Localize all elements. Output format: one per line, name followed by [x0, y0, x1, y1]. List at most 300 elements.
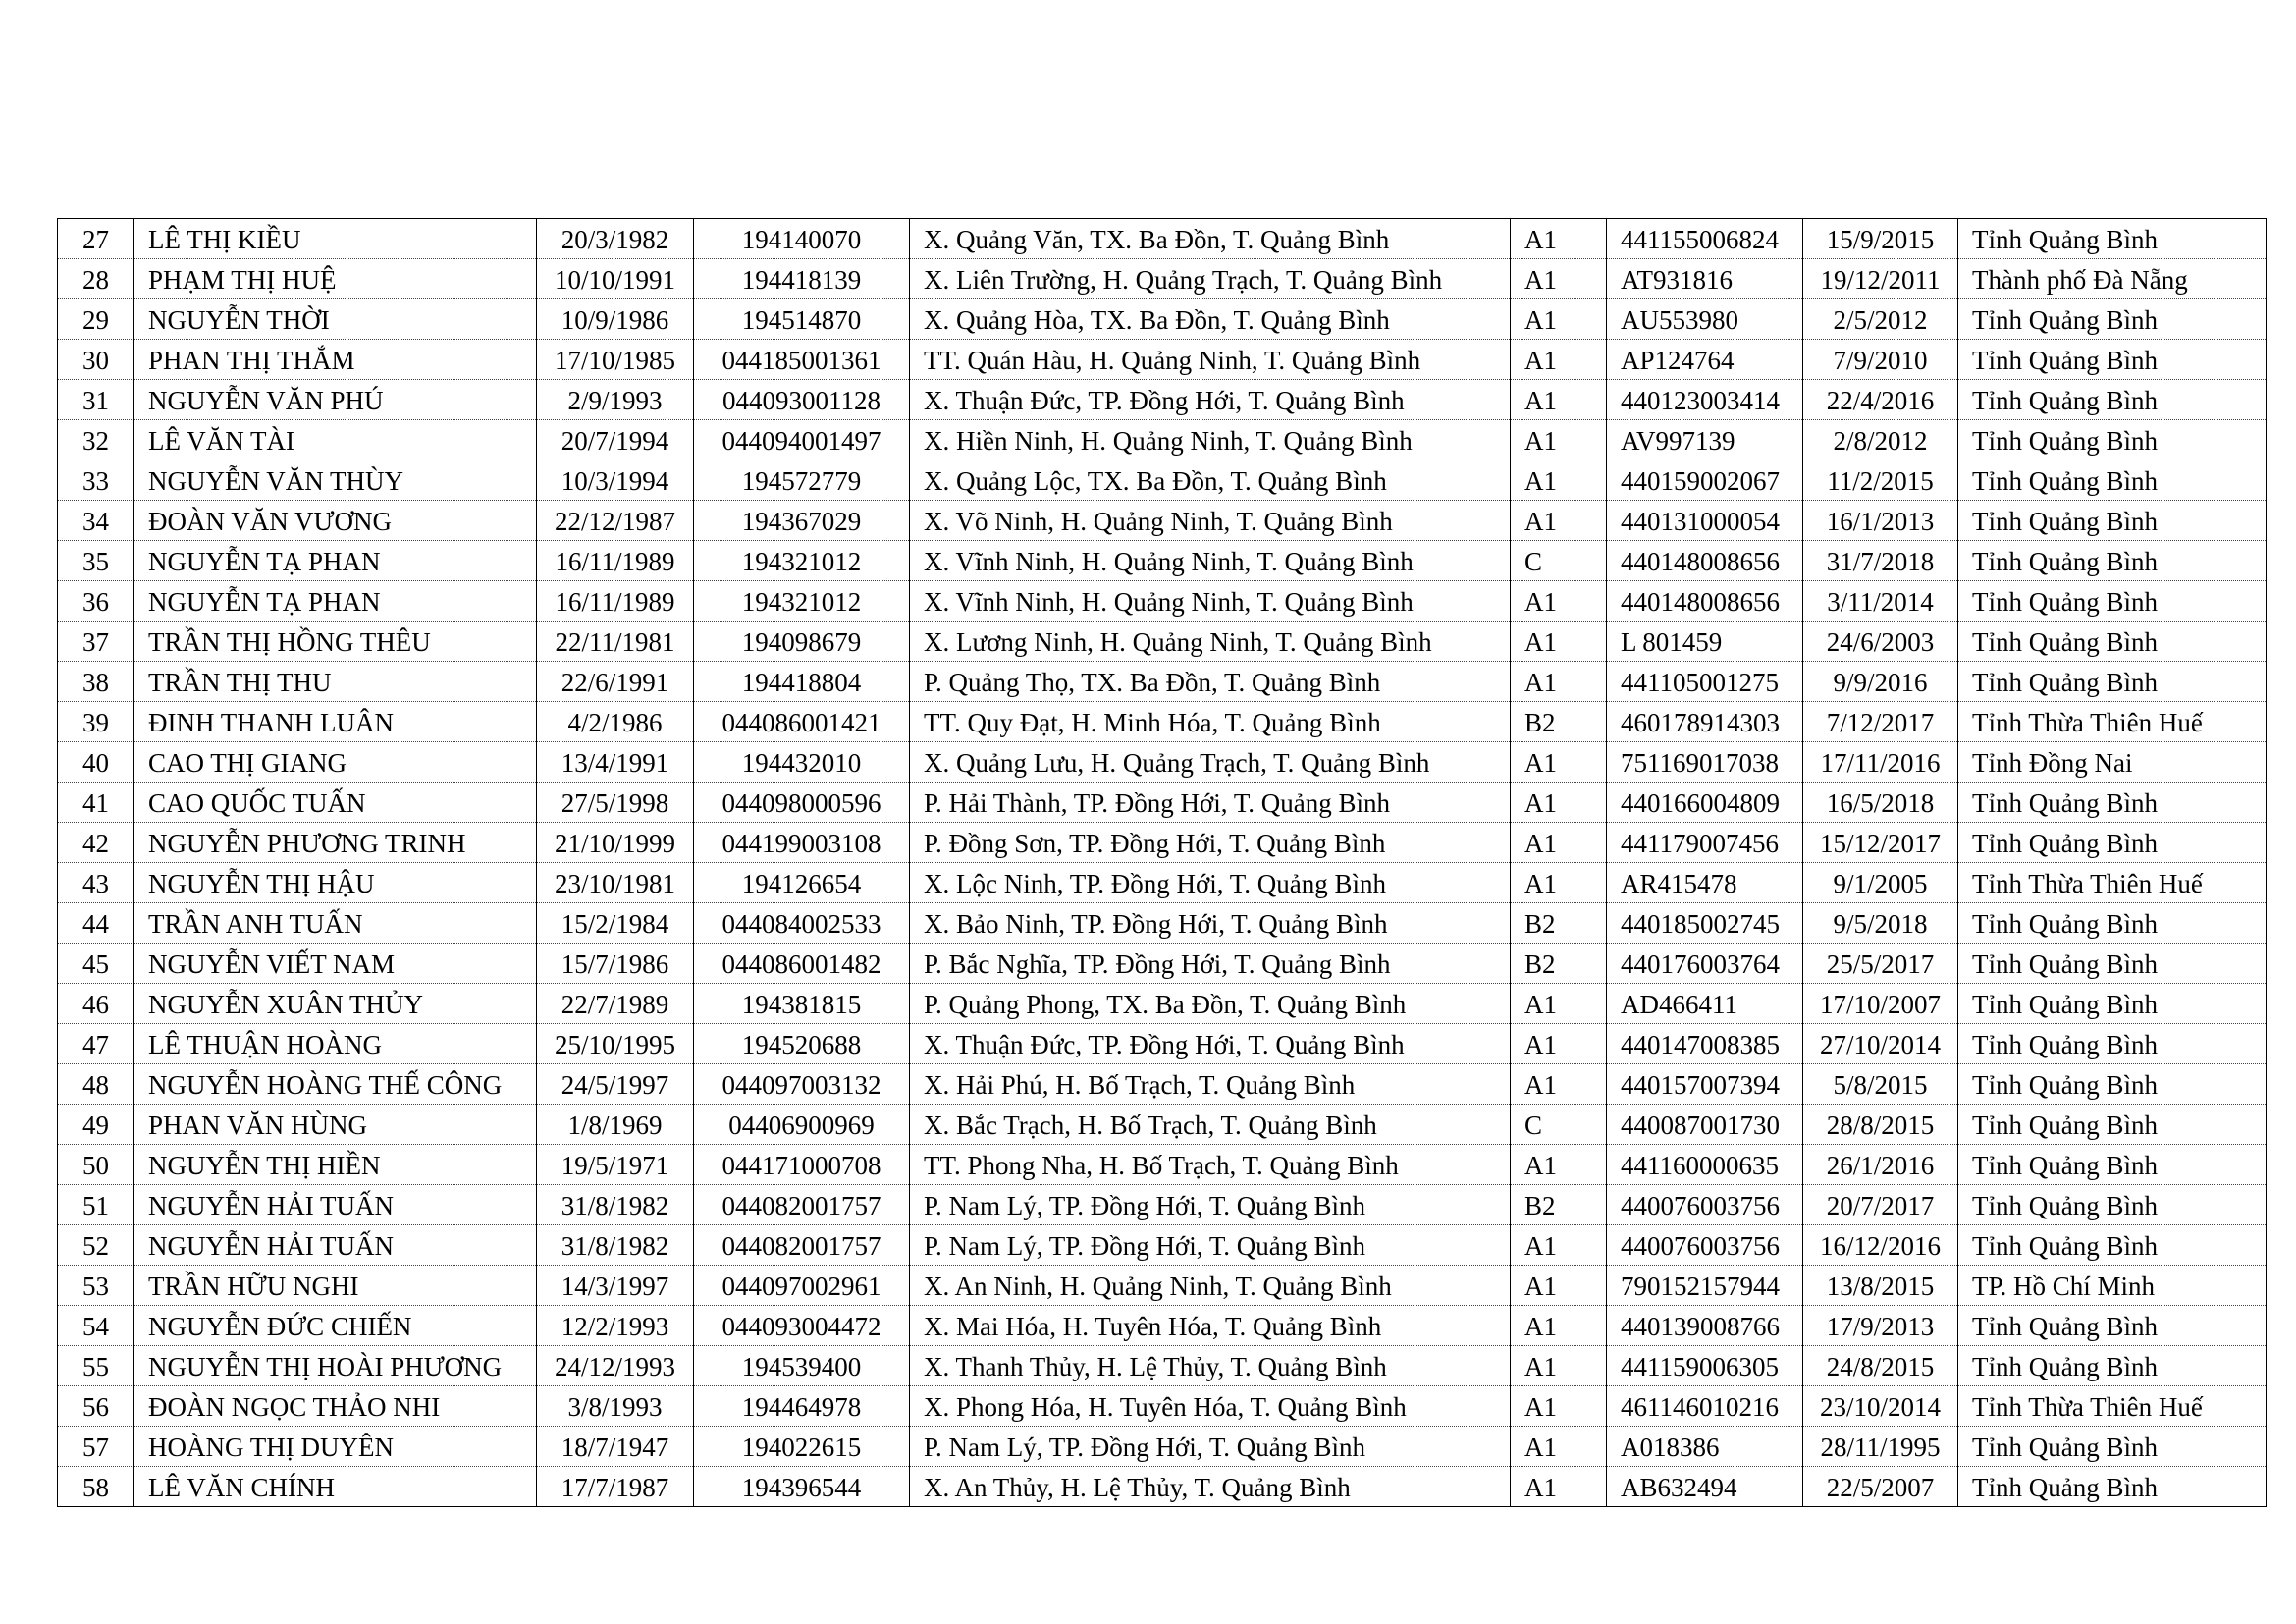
address-cell: TT. Quán Hàu, H. Quảng Ninh, T. Quảng Bình	[910, 340, 1511, 380]
address-cell: X. Vĩnh Ninh, H. Quảng Ninh, T. Quảng Bình	[910, 581, 1511, 622]
full-name-cell: NGUYỄN HẢI TUẤN	[134, 1185, 537, 1225]
issue-date-cell: 17/9/2013	[1803, 1306, 1958, 1346]
address-cell: X. Bắc Trạch, H. Bố Trạch, T. Quảng Bình	[910, 1105, 1511, 1145]
license-number-cell: A018386	[1607, 1427, 1803, 1467]
address-cell: TT. Phong Nha, H. Bố Trạch, T. Quảng Bình	[910, 1145, 1511, 1185]
table-row	[58, 299, 2267, 340]
license-number-cell: 441160000635	[1607, 1145, 1803, 1185]
id-number-cell: 044171000708	[694, 1145, 910, 1185]
full-name-cell: TRẦN ANH TUẤN	[134, 903, 537, 944]
row-number-cell: 33	[58, 460, 134, 501]
row-number-cell: 58	[58, 1467, 134, 1507]
full-name-cell: PHAN VĂN HÙNG	[134, 1105, 537, 1145]
issue-place-cell: Thành phố Đà Nẵng	[1958, 259, 2267, 299]
license-number-cell: 790152157944	[1607, 1266, 1803, 1306]
license-number-cell: AT931816	[1607, 259, 1803, 299]
full-name-cell: LÊ THUẬN HOÀNG	[134, 1024, 537, 1064]
date-of-birth-cell: 12/2/1993	[537, 1306, 694, 1346]
date-of-birth-cell: 10/3/1994	[537, 460, 694, 501]
issue-date-cell: 22/5/2007	[1803, 1467, 1958, 1507]
table-row	[58, 380, 2267, 420]
address-cell: P. Nam Lý, TP. Đồng Hới, T. Quảng Bình	[910, 1225, 1511, 1266]
issue-place-cell: Tỉnh Quảng Bình	[1958, 622, 2267, 662]
issue-date-cell: 11/2/2015	[1803, 460, 1958, 501]
table-row	[58, 944, 2267, 984]
issue-date-cell: 25/5/2017	[1803, 944, 1958, 984]
license-class-cell: A1	[1511, 1225, 1607, 1266]
address-cell: X. Phong Hóa, H. Tuyên Hóa, T. Quảng Bình	[910, 1386, 1511, 1427]
license-class-cell: B2	[1511, 903, 1607, 944]
date-of-birth-cell: 16/11/1989	[537, 581, 694, 622]
license-class-cell: A1	[1511, 783, 1607, 823]
issue-date-cell: 15/12/2017	[1803, 823, 1958, 863]
full-name-cell: LÊ VĂN CHÍNH	[134, 1467, 537, 1507]
id-number-cell: 044084002533	[694, 903, 910, 944]
issue-place-cell: Tỉnh Quảng Bình	[1958, 1024, 2267, 1064]
license-class-cell: A1	[1511, 1427, 1607, 1467]
id-number-cell: 194126654	[694, 863, 910, 903]
id-number-cell: 194514870	[694, 299, 910, 340]
row-number-cell: 31	[58, 380, 134, 420]
issue-place-cell: Tỉnh Quảng Bình	[1958, 219, 2267, 259]
id-number-cell: 044094001497	[694, 420, 910, 460]
id-number-cell: 044093001128	[694, 380, 910, 420]
license-class-cell: A1	[1511, 1024, 1607, 1064]
full-name-cell: NGUYỄN TẠ PHAN	[134, 541, 537, 581]
row-number-cell: 50	[58, 1145, 134, 1185]
issue-date-cell: 23/10/2014	[1803, 1386, 1958, 1427]
row-number-cell: 41	[58, 783, 134, 823]
full-name-cell: CAO QUỐC TUẤN	[134, 783, 537, 823]
id-number-cell: 194098679	[694, 622, 910, 662]
license-number-cell: 440148008656	[1607, 581, 1803, 622]
date-of-birth-cell: 24/5/1997	[537, 1064, 694, 1105]
address-cell: X. Quảng Văn, TX. Ba Đồn, T. Quảng Bình	[910, 219, 1511, 259]
address-cell: X. Thuận Đức, TP. Đồng Hới, T. Quảng Bình	[910, 380, 1511, 420]
issue-date-cell: 31/7/2018	[1803, 541, 1958, 581]
id-number-cell: 194367029	[694, 501, 910, 541]
license-class-cell: A1	[1511, 1145, 1607, 1185]
row-number-cell: 28	[58, 259, 134, 299]
table-row	[58, 702, 2267, 742]
id-number-cell: 044098000596	[694, 783, 910, 823]
date-of-birth-cell: 31/8/1982	[537, 1225, 694, 1266]
date-of-birth-cell: 27/5/1998	[537, 783, 694, 823]
table-row	[58, 501, 2267, 541]
row-number-cell: 49	[58, 1105, 134, 1145]
issue-date-cell: 7/12/2017	[1803, 702, 1958, 742]
row-number-cell: 45	[58, 944, 134, 984]
address-cell: X. Thanh Thủy, H. Lệ Thủy, T. Quảng Bình	[910, 1346, 1511, 1386]
row-number-cell: 53	[58, 1266, 134, 1306]
table-row	[58, 662, 2267, 702]
license-number-cell: 440185002745	[1607, 903, 1803, 944]
issue-date-cell: 27/10/2014	[1803, 1024, 1958, 1064]
issue-place-cell: Tỉnh Quảng Bình	[1958, 1467, 2267, 1507]
row-number-cell: 43	[58, 863, 134, 903]
date-of-birth-cell: 20/7/1994	[537, 420, 694, 460]
address-cell: P. Quảng Thọ, TX. Ba Đồn, T. Quảng Bình	[910, 662, 1511, 702]
license-list-table	[57, 218, 2267, 1507]
address-cell: X. Bảo Ninh, TP. Đồng Hới, T. Quảng Bình	[910, 903, 1511, 944]
table-row	[58, 1064, 2267, 1105]
issue-date-cell: 28/11/1995	[1803, 1427, 1958, 1467]
issue-place-cell: Tỉnh Thừa Thiên Huế	[1958, 702, 2267, 742]
license-class-cell: A1	[1511, 420, 1607, 460]
date-of-birth-cell: 25/10/1995	[537, 1024, 694, 1064]
row-number-cell: 42	[58, 823, 134, 863]
address-cell: X. Lộc Ninh, TP. Đồng Hới, T. Quảng Bình	[910, 863, 1511, 903]
id-number-cell: 044082001757	[694, 1185, 910, 1225]
license-number-cell: AD466411	[1607, 984, 1803, 1024]
issue-date-cell: 3/11/2014	[1803, 581, 1958, 622]
issue-date-cell: 17/10/2007	[1803, 984, 1958, 1024]
id-number-cell: 194520688	[694, 1024, 910, 1064]
issue-place-cell: Tỉnh Quảng Bình	[1958, 581, 2267, 622]
issue-place-cell: TP. Hồ Chí Minh	[1958, 1266, 2267, 1306]
address-cell: X. Vĩnh Ninh, H. Quảng Ninh, T. Quảng Bình	[910, 541, 1511, 581]
issue-place-cell: Tỉnh Quảng Bình	[1958, 1064, 2267, 1105]
date-of-birth-cell: 14/3/1997	[537, 1266, 694, 1306]
issue-place-cell: Tỉnh Quảng Bình	[1958, 944, 2267, 984]
address-cell: X. Quảng Lưu, H. Quảng Trạch, T. Quảng Bình	[910, 742, 1511, 783]
full-name-cell: LÊ VĂN TÀI	[134, 420, 537, 460]
table-row	[58, 1225, 2267, 1266]
row-number-cell: 35	[58, 541, 134, 581]
license-class-cell: A1	[1511, 1386, 1607, 1427]
license-number-cell: 440148008656	[1607, 541, 1803, 581]
license-class-cell: A1	[1511, 259, 1607, 299]
issue-date-cell: 16/5/2018	[1803, 783, 1958, 823]
full-name-cell: NGUYỄN PHƯƠNG TRINH	[134, 823, 537, 863]
address-cell: X. Võ Ninh, H. Quảng Ninh, T. Quảng Bình	[910, 501, 1511, 541]
date-of-birth-cell: 22/11/1981	[537, 622, 694, 662]
address-cell: X. Quảng Hòa, TX. Ba Đồn, T. Quảng Bình	[910, 299, 1511, 340]
id-number-cell: 044097002961	[694, 1266, 910, 1306]
date-of-birth-cell: 22/6/1991	[537, 662, 694, 702]
address-cell: P. Nam Lý, TP. Đồng Hới, T. Quảng Bình	[910, 1185, 1511, 1225]
license-class-cell: A1	[1511, 581, 1607, 622]
date-of-birth-cell: 16/11/1989	[537, 541, 694, 581]
full-name-cell: NGUYỄN HẢI TUẤN	[134, 1225, 537, 1266]
issue-place-cell: Tỉnh Quảng Bình	[1958, 299, 2267, 340]
full-name-cell: NGUYỄN THỊ HOÀI PHƯƠNG	[134, 1346, 537, 1386]
issue-place-cell: Tỉnh Quảng Bình	[1958, 380, 2267, 420]
issue-place-cell: Tỉnh Quảng Bình	[1958, 1225, 2267, 1266]
license-number-cell: 440166004809	[1607, 783, 1803, 823]
issue-place-cell: Tỉnh Quảng Bình	[1958, 662, 2267, 702]
row-number-cell: 56	[58, 1386, 134, 1427]
table-row	[58, 783, 2267, 823]
row-number-cell: 44	[58, 903, 134, 944]
full-name-cell: NGUYỄN TẠ PHAN	[134, 581, 537, 622]
address-cell: X. Lương Ninh, H. Quảng Ninh, T. Quảng Bình	[910, 622, 1511, 662]
id-number-cell: 044086001421	[694, 702, 910, 742]
id-number-cell: 194418139	[694, 259, 910, 299]
date-of-birth-cell: 19/5/1971	[537, 1145, 694, 1185]
full-name-cell: PHAN THỊ THẮM	[134, 340, 537, 380]
issue-date-cell: 2/5/2012	[1803, 299, 1958, 340]
table-row	[58, 863, 2267, 903]
issue-place-cell: Tỉnh Quảng Bình	[1958, 541, 2267, 581]
id-number-cell: 04406900969	[694, 1105, 910, 1145]
issue-date-cell: 24/8/2015	[1803, 1346, 1958, 1386]
license-class-cell: A1	[1511, 1346, 1607, 1386]
address-cell: X. Liên Trường, H. Quảng Trạch, T. Quảng Bình	[910, 259, 1511, 299]
id-number-cell: 194418804	[694, 662, 910, 702]
license-class-cell: A1	[1511, 662, 1607, 702]
id-number-cell: 194432010	[694, 742, 910, 783]
full-name-cell: TRẦN THỊ THU	[134, 662, 537, 702]
license-number-cell: L 801459	[1607, 622, 1803, 662]
table-row	[58, 1145, 2267, 1185]
issue-date-cell: 17/11/2016	[1803, 742, 1958, 783]
issue-place-cell: Tỉnh Quảng Bình	[1958, 783, 2267, 823]
table-row	[58, 984, 2267, 1024]
license-class-cell: A1	[1511, 1266, 1607, 1306]
row-number-cell: 38	[58, 662, 134, 702]
license-class-cell: B2	[1511, 702, 1607, 742]
issue-date-cell: 20/7/2017	[1803, 1185, 1958, 1225]
full-name-cell: NGUYỄN XUÂN THỦY	[134, 984, 537, 1024]
license-class-cell: A1	[1511, 1306, 1607, 1346]
id-number-cell: 044199003108	[694, 823, 910, 863]
issue-date-cell: 7/9/2010	[1803, 340, 1958, 380]
row-number-cell: 57	[58, 1427, 134, 1467]
issue-place-cell: Tỉnh Quảng Bình	[1958, 340, 2267, 380]
address-cell: P. Đồng Sơn, TP. Đồng Hới, T. Quảng Bình	[910, 823, 1511, 863]
row-number-cell: 32	[58, 420, 134, 460]
address-cell: X. Mai Hóa, H. Tuyên Hóa, T. Quảng Bình	[910, 1306, 1511, 1346]
issue-date-cell: 5/8/2015	[1803, 1064, 1958, 1105]
issue-date-cell: 9/1/2005	[1803, 863, 1958, 903]
full-name-cell: PHẠM THỊ HUỆ	[134, 259, 537, 299]
row-number-cell: 40	[58, 742, 134, 783]
date-of-birth-cell: 24/12/1993	[537, 1346, 694, 1386]
table-row	[58, 1386, 2267, 1427]
full-name-cell: ĐOÀN NGỌC THẢO NHI	[134, 1386, 537, 1427]
license-class-cell: C	[1511, 541, 1607, 581]
issue-date-cell: 16/1/2013	[1803, 501, 1958, 541]
license-number-cell: 440147008385	[1607, 1024, 1803, 1064]
issue-place-cell: Tỉnh Quảng Bình	[1958, 984, 2267, 1024]
date-of-birth-cell: 22/12/1987	[537, 501, 694, 541]
issue-place-cell: Tỉnh Quảng Bình	[1958, 1145, 2267, 1185]
full-name-cell: ĐINH THANH LUÂN	[134, 702, 537, 742]
license-class-cell: A1	[1511, 219, 1607, 259]
table-body	[58, 219, 2267, 1507]
date-of-birth-cell: 15/7/1986	[537, 944, 694, 984]
license-number-cell: AP124764	[1607, 340, 1803, 380]
full-name-cell: LÊ THỊ KIỀU	[134, 219, 537, 259]
date-of-birth-cell: 23/10/1981	[537, 863, 694, 903]
row-number-cell: 37	[58, 622, 134, 662]
license-class-cell: B2	[1511, 1185, 1607, 1225]
issue-date-cell: 28/8/2015	[1803, 1105, 1958, 1145]
table-row	[58, 742, 2267, 783]
full-name-cell: NGUYỄN VIẾT NAM	[134, 944, 537, 984]
license-number-cell: AV997139	[1607, 420, 1803, 460]
date-of-birth-cell: 1/8/1969	[537, 1105, 694, 1145]
issue-place-cell: Tỉnh Quảng Bình	[1958, 903, 2267, 944]
full-name-cell: NGUYỄN THỊ HẬU	[134, 863, 537, 903]
full-name-cell: NGUYỄN THỜI	[134, 299, 537, 340]
table-row	[58, 823, 2267, 863]
row-number-cell: 47	[58, 1024, 134, 1064]
license-number-cell: 440131000054	[1607, 501, 1803, 541]
id-number-cell: 044097003132	[694, 1064, 910, 1105]
license-number-cell: AU553980	[1607, 299, 1803, 340]
full-name-cell: NGUYỄN HOÀNG THẾ CÔNG	[134, 1064, 537, 1105]
issue-place-cell: Tỉnh Đồng Nai	[1958, 742, 2267, 783]
table-row	[58, 581, 2267, 622]
id-number-cell: 194381815	[694, 984, 910, 1024]
license-number-cell: 460178914303	[1607, 702, 1803, 742]
date-of-birth-cell: 13/4/1991	[537, 742, 694, 783]
address-cell: P. Hải Thành, TP. Đồng Hới, T. Quảng Bình	[910, 783, 1511, 823]
row-number-cell: 52	[58, 1225, 134, 1266]
issue-place-cell: Tỉnh Quảng Bình	[1958, 460, 2267, 501]
row-number-cell: 51	[58, 1185, 134, 1225]
date-of-birth-cell: 10/10/1991	[537, 259, 694, 299]
id-number-cell: 044086001482	[694, 944, 910, 984]
table-row	[58, 420, 2267, 460]
full-name-cell: NGUYỄN VĂN PHÚ	[134, 380, 537, 420]
id-number-cell: 194572779	[694, 460, 910, 501]
table-row	[58, 541, 2267, 581]
full-name-cell: CAO THỊ GIANG	[134, 742, 537, 783]
date-of-birth-cell: 18/7/1947	[537, 1427, 694, 1467]
license-number-cell: 440076003756	[1607, 1225, 1803, 1266]
full-name-cell: TRẦN THỊ HỒNG THÊU	[134, 622, 537, 662]
address-cell: X. An Ninh, H. Quảng Ninh, T. Quảng Bình	[910, 1266, 1511, 1306]
license-number-cell: 440087001730	[1607, 1105, 1803, 1145]
issue-date-cell: 16/12/2016	[1803, 1225, 1958, 1266]
table-row	[58, 1024, 2267, 1064]
address-cell: X. Hiền Ninh, H. Quảng Ninh, T. Quảng Bình	[910, 420, 1511, 460]
issue-date-cell: 24/6/2003	[1803, 622, 1958, 662]
table-row	[58, 1427, 2267, 1467]
id-number-cell: 194464978	[694, 1386, 910, 1427]
issue-date-cell: 13/8/2015	[1803, 1266, 1958, 1306]
license-number-cell: 461146010216	[1607, 1386, 1803, 1427]
issue-date-cell: 19/12/2011	[1803, 259, 1958, 299]
license-class-cell: A1	[1511, 460, 1607, 501]
row-number-cell: 46	[58, 984, 134, 1024]
row-number-cell: 29	[58, 299, 134, 340]
issue-date-cell: 26/1/2016	[1803, 1145, 1958, 1185]
id-number-cell: 194321012	[694, 541, 910, 581]
issue-place-cell: Tỉnh Quảng Bình	[1958, 1346, 2267, 1386]
license-number-cell: 440139008766	[1607, 1306, 1803, 1346]
id-number-cell: 044082001757	[694, 1225, 910, 1266]
date-of-birth-cell: 20/3/1982	[537, 219, 694, 259]
issue-place-cell: Tỉnh Quảng Bình	[1958, 501, 2267, 541]
address-cell: P. Nam Lý, TP. Đồng Hới, T. Quảng Bình	[910, 1427, 1511, 1467]
date-of-birth-cell: 2/9/1993	[537, 380, 694, 420]
date-of-birth-cell: 15/2/1984	[537, 903, 694, 944]
date-of-birth-cell: 17/7/1987	[537, 1467, 694, 1507]
issue-place-cell: Tỉnh Thừa Thiên Huế	[1958, 863, 2267, 903]
license-class-cell: A1	[1511, 823, 1607, 863]
license-number-cell: 440176003764	[1607, 944, 1803, 984]
table-row	[58, 1266, 2267, 1306]
license-class-cell: A1	[1511, 863, 1607, 903]
row-number-cell: 39	[58, 702, 134, 742]
table-row	[58, 622, 2267, 662]
license-class-cell: A1	[1511, 984, 1607, 1024]
license-class-cell: B2	[1511, 944, 1607, 984]
license-number-cell: 440159002067	[1607, 460, 1803, 501]
issue-place-cell: Tỉnh Thừa Thiên Huế	[1958, 1386, 2267, 1427]
issue-date-cell: 9/5/2018	[1803, 903, 1958, 944]
license-number-cell: 441159006305	[1607, 1346, 1803, 1386]
row-number-cell: 55	[58, 1346, 134, 1386]
license-class-cell: C	[1511, 1105, 1607, 1145]
license-number-cell: 441155006824	[1607, 219, 1803, 259]
license-class-cell: A1	[1511, 380, 1607, 420]
date-of-birth-cell: 4/2/1986	[537, 702, 694, 742]
full-name-cell: ĐOÀN VĂN VƯƠNG	[134, 501, 537, 541]
address-cell: X. Quảng Lộc, TX. Ba Đồn, T. Quảng Bình	[910, 460, 1511, 501]
id-number-cell: 194321012	[694, 581, 910, 622]
address-cell: X. An Thủy, H. Lệ Thủy, T. Quảng Bình	[910, 1467, 1511, 1507]
table-row	[58, 219, 2267, 259]
license-class-cell: A1	[1511, 1467, 1607, 1507]
issue-place-cell: Tỉnh Quảng Bình	[1958, 1427, 2267, 1467]
date-of-birth-cell: 31/8/1982	[537, 1185, 694, 1225]
full-name-cell: HOÀNG THỊ DUYÊN	[134, 1427, 537, 1467]
full-name-cell: NGUYỄN THỊ HIỀN	[134, 1145, 537, 1185]
id-number-cell: 044093004472	[694, 1306, 910, 1346]
id-number-cell: 044185001361	[694, 340, 910, 380]
issue-date-cell: 2/8/2012	[1803, 420, 1958, 460]
id-number-cell: 194396544	[694, 1467, 910, 1507]
table-row	[58, 460, 2267, 501]
table-row	[58, 1306, 2267, 1346]
id-number-cell: 194022615	[694, 1427, 910, 1467]
issue-date-cell: 9/9/2016	[1803, 662, 1958, 702]
full-name-cell: NGUYỄN VĂN THÙY	[134, 460, 537, 501]
table-row	[58, 903, 2267, 944]
address-cell: TT. Quy Đạt, H. Minh Hóa, T. Quảng Bình	[910, 702, 1511, 742]
table-row	[58, 1105, 2267, 1145]
row-number-cell: 54	[58, 1306, 134, 1346]
issue-place-cell: Tỉnh Quảng Bình	[1958, 420, 2267, 460]
table-row	[58, 340, 2267, 380]
id-number-cell: 194539400	[694, 1346, 910, 1386]
address-cell: X. Thuận Đức, TP. Đồng Hới, T. Quảng Bình	[910, 1024, 1511, 1064]
full-name-cell: NGUYỄN ĐỨC CHIẾN	[134, 1306, 537, 1346]
id-number-cell: 194140070	[694, 219, 910, 259]
date-of-birth-cell: 21/10/1999	[537, 823, 694, 863]
issue-place-cell: Tỉnh Quảng Bình	[1958, 823, 2267, 863]
table-row	[58, 259, 2267, 299]
license-class-cell: A1	[1511, 340, 1607, 380]
license-class-cell: A1	[1511, 742, 1607, 783]
license-class-cell: A1	[1511, 299, 1607, 340]
license-number-cell: 440076003756	[1607, 1185, 1803, 1225]
row-number-cell: 27	[58, 219, 134, 259]
issue-place-cell: Tỉnh Quảng Bình	[1958, 1105, 2267, 1145]
license-number-cell: 440157007394	[1607, 1064, 1803, 1105]
issue-date-cell: 15/9/2015	[1803, 219, 1958, 259]
address-cell: X. Hải Phú, H. Bố Trạch, T. Quảng Bình	[910, 1064, 1511, 1105]
address-cell: P. Quảng Phong, TX. Ba Đồn, T. Quảng Bình	[910, 984, 1511, 1024]
license-class-cell: A1	[1511, 1064, 1607, 1105]
table-row	[58, 1346, 2267, 1386]
license-number-cell: 751169017038	[1607, 742, 1803, 783]
